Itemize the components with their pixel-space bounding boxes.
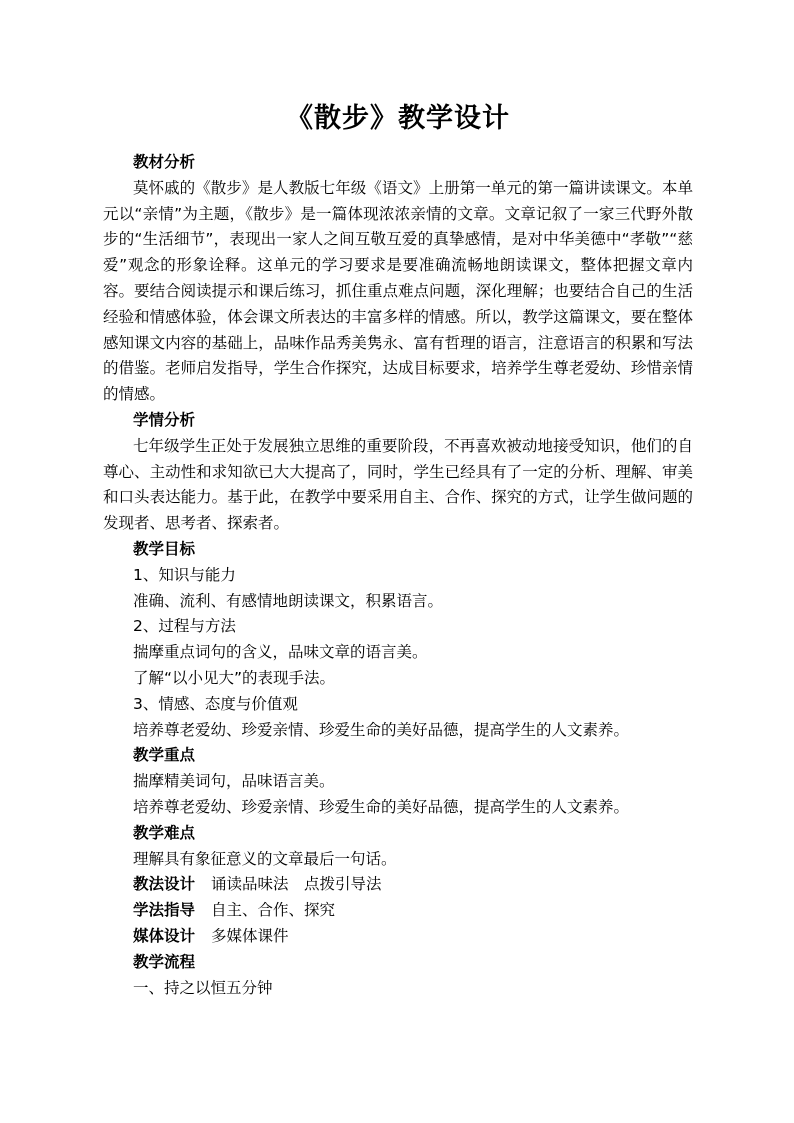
document-title: 《散步》教学设计 [286, 103, 510, 134]
process-step-1: 一、持之以恒五分钟 [133, 978, 273, 997]
goal-item-2-text-2: 了解“以小见大”的表现手法。 [133, 668, 336, 687]
difficulty-line-1: 理解具有象征意义的文章最后一句话。 [133, 849, 397, 868]
goal-item-3: 3、情感、态度与价值观 [133, 694, 298, 713]
goal-item-3-text: 培养尊老爱幼、珍爱亲情、珍爱生命的美好品德，提高学生的人文素养。 [133, 720, 630, 739]
goal-item-1-text: 准确、流利、有感情地朗读课文，积累语言。 [133, 591, 444, 610]
heading-students: 学情分析 [133, 410, 196, 429]
heading-material: 教材分析 [133, 153, 196, 171]
focus-line-2: 培养尊老爱幼、珍爱亲情、珍爱生命的美好品德，提高学生的人文素养。 [133, 797, 630, 816]
learning-text: 自主、合作、探究 [211, 901, 336, 920]
goal-item-2: 2、过程与方法 [133, 617, 236, 636]
method-row [103, 872, 693, 898]
goal-item-1: 1、知识与能力 [133, 565, 236, 584]
learning-row [103, 898, 693, 924]
heading-focus: 教学重点 [133, 746, 196, 765]
heading-learning: 学法指导 [133, 901, 196, 920]
paragraph-students: 七年级学生正处于发展独立思维的重要阶段，不再喜欢被动地接受知识，他们的自尊心、主动性和求知欲已大大提高了，同时，学生已经具有了一定的分析、理解、审美和口头表达能力。基于此，在教学中要采用自主、合作、探究的方式，让学生做问题的发现者、思考者、探索者。 [103, 436, 693, 533]
heading-goals: 教学目标 [133, 539, 196, 558]
focus-line-1: 揣摩精美词句，品味语言美。 [133, 772, 335, 791]
paragraph-material: 莫怀戚的《散步》是人教版七年级《语文》上册第一单元的第一篇讲读课文。本单元以“亲情”为主题，《散步》是一篇体现浓浓亲情的文章。文章记叙了一家三代野外散步的“生活细节”，表现出一家人之间互敬互爱的真挚感情，是对中华美德中“孝敬”“慈爱”观念的形象诠释。这单元的学习要求是要准确流畅地朗读课文，整体把握文章内容。要结合阅读提示和课后练习，抓住重点难点问题，深化理解；也要结合自己的生活经验和情感体验，体会课文所表达的丰富多样的情感。所以，教学这篇课文，要在整体感知课文内容的基础上，品味作品秀美隽永、富有哲理的语言，注意语言的积累和写法的借鉴。老师启发指导，学生合作探究，达成目标要求，培养学生尊老爱幼、珍惜亲情的情感。 [103, 178, 693, 404]
heading-method: 教法设计 [133, 875, 196, 894]
method-text: 诵读品味法 点拨引导法 [211, 875, 382, 894]
document-page [103, 96, 693, 1001]
media-row [103, 924, 693, 950]
heading-media: 媒体设计 [133, 926, 196, 945]
heading-difficulty: 教学难点 [133, 823, 196, 842]
goal-item-2-text-1: 揣摩重点词句的含义，品味文章的语言美。 [133, 643, 428, 662]
media-text: 多媒体课件 [211, 926, 289, 945]
heading-process: 教学流程 [133, 952, 196, 971]
